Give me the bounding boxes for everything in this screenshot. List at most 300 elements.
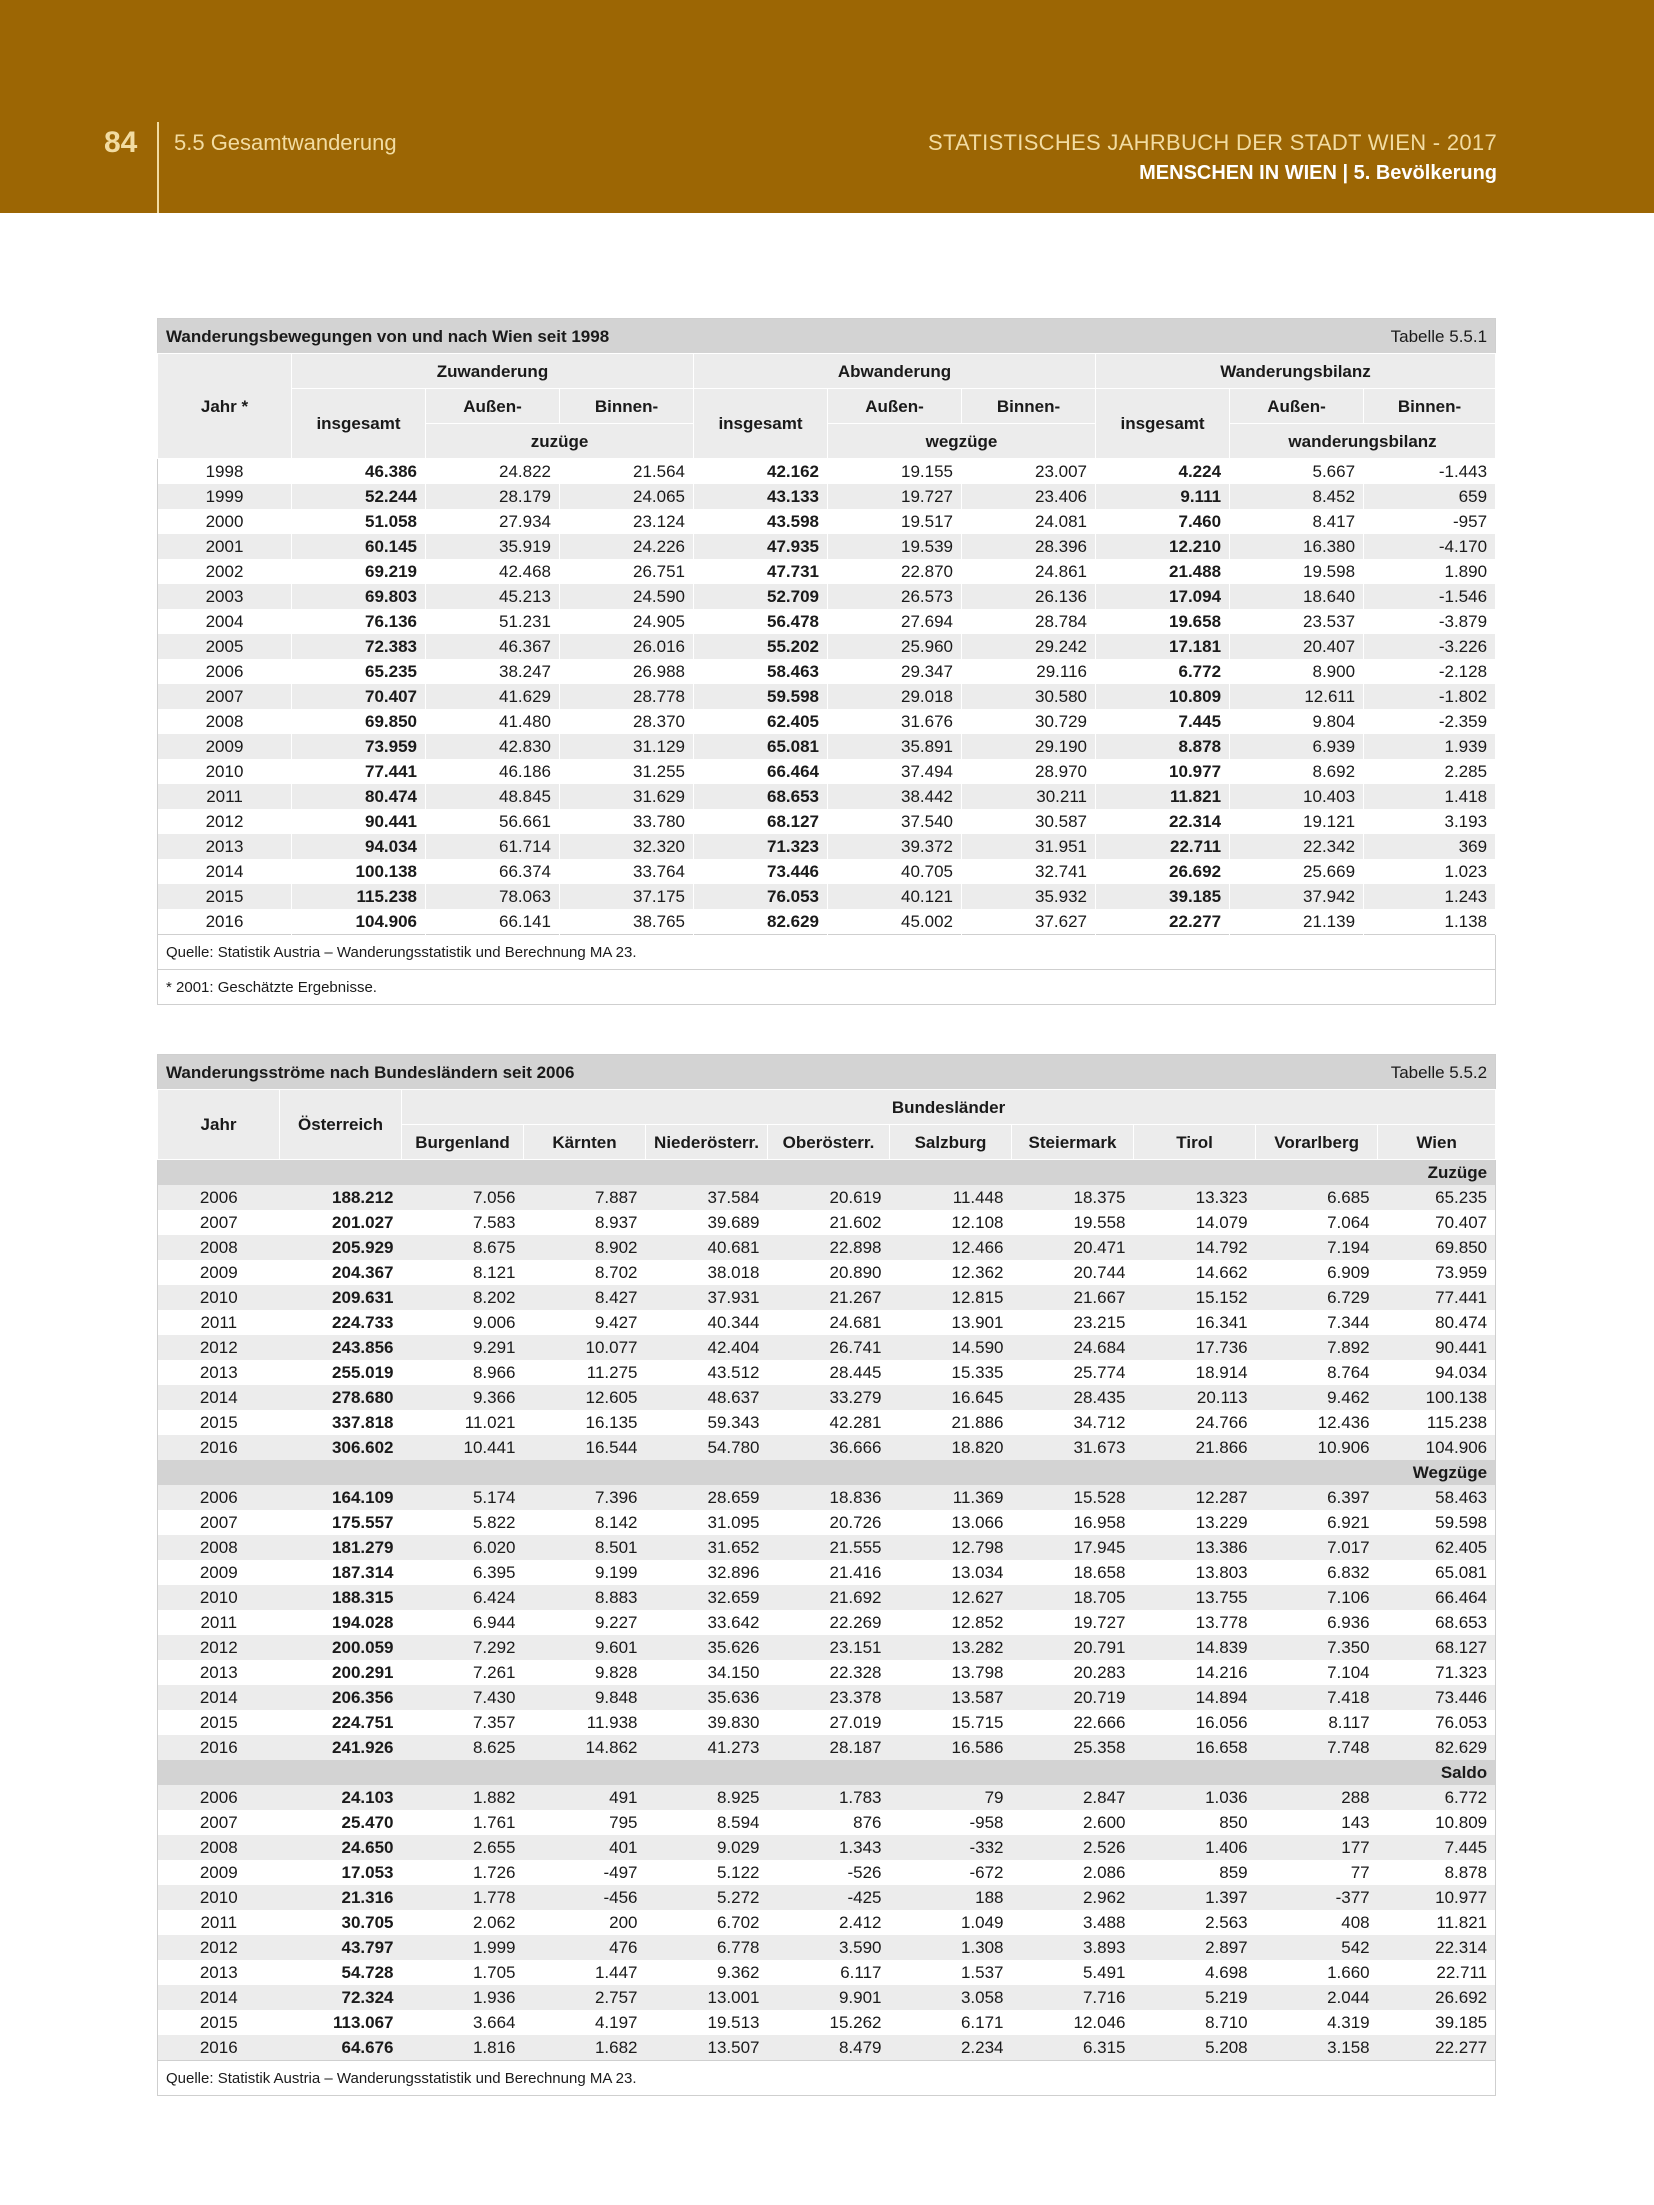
table-cell: 9.427 [594,1313,638,1332]
table-caption [158,319,1496,354]
table-cell: 66.464 [694,759,828,784]
section-header [158,1460,1496,1485]
table-cell: 48.637 [646,1385,768,1410]
table-cell: 8.702 [594,1263,638,1282]
table-cell: 10.077 [524,1335,646,1360]
table-cell: 21.564 [560,459,694,485]
table-cell: 1.761 [472,1813,516,1832]
table-cell: 859 [1219,1863,1248,1882]
table-cell: 115.238 [292,884,426,909]
table-row [158,859,1496,884]
table-cell: 10.977 [1096,759,1230,784]
table-cell: 1.418 [1364,784,1496,809]
table-cell: 18.658 [1073,1563,1126,1582]
table-cell: 1.816 [402,2035,524,2061]
table-cell: 33.780 [560,809,694,834]
table-cell: 24.226 [560,534,694,559]
table-cell: 10.809 [1435,1813,1488,1832]
table-cell: 6.395 [472,1563,516,1582]
table-cell: 39.689 [707,1213,760,1232]
table-cell: 205.929 [280,1235,402,1260]
table-cell: 31.629 [560,784,694,809]
table-cell: 24.650 [280,1835,402,1860]
table-cell: 76.053 [1435,1713,1488,1732]
table-cell: 19.539 [828,534,962,559]
page-number: 84 [104,126,138,159]
table-cell: 36.666 [768,1435,890,1460]
table-cell: 188.212 [280,1185,402,1210]
table-cell: 62.405 [694,709,828,734]
table-cell: 65.235 [292,659,426,684]
table-cell: 69.219 [292,559,426,584]
table-cell: 8.764 [1327,1363,1370,1382]
table-cell: 22.711 [1436,1963,1488,1982]
table-cell: 94.034 [292,834,426,859]
table-cell: 8.692 [1230,759,1364,784]
table-cell: 46.386 [292,459,426,485]
table-cell: 2015 [199,1713,238,1732]
table-cell: 11.021 [464,1413,516,1432]
table-cell: 10.977 [1378,1885,1496,1910]
table-cell: 3.058 [890,1985,1012,2010]
table-cell: 5.822 [472,1513,516,1532]
table-cell: 52.244 [292,484,426,509]
table-cell: 32.896 [707,1563,760,1582]
table-cell: 70.407 [1435,1213,1488,1232]
table-cell: 69.850 [1378,1235,1496,1260]
section-header [158,1760,1496,1785]
header-insgesamt: insgesamt [292,389,426,459]
table-cell: 35.636 [646,1685,768,1710]
header-binnen: Binnen- [560,389,694,424]
table-cell: 1.023 [1364,859,1496,884]
table-cell: 19.558 [1073,1213,1126,1232]
header-state: Tirol [1134,1125,1256,1160]
table-cell: 25.669 [1230,859,1364,884]
table-cell: 2015 [199,2013,238,2032]
table-cell: 5.491 [1082,1963,1126,1982]
table-cell: 7.583 [472,1213,516,1232]
table-cell: 13.229 [1195,1513,1248,1532]
table-row [158,534,1496,559]
table-cell: 7.460 [1096,509,1230,534]
table-cell: -3.226 [1364,634,1496,659]
table-cell: 35.919 [426,534,560,559]
table-cell: 20.791 [1012,1635,1134,1660]
table-cell: 73.959 [1435,1263,1488,1282]
table-cell: 27.019 [829,1713,882,1732]
table-cell: 45.213 [426,584,560,609]
table-cell: 2010 [158,1585,280,1610]
table-cell: 1.882 [402,1785,524,1810]
table-cell: 8.675 [402,1235,524,1260]
table-cell: 28.784 [962,609,1096,634]
table-cell: 2.086 [1082,1863,1126,1882]
table-cell: 37.540 [828,809,962,834]
table-cell: 17.094 [1096,584,1230,609]
table-cell: -672 [969,1863,1004,1882]
table-cell: 2.062 [472,1913,516,1932]
table-cell: 78.063 [426,884,560,909]
table-cell: 10.403 [1230,784,1364,809]
table-cell: 11.821 [1096,784,1230,809]
table-cell: 90.441 [292,809,426,834]
table-cell: 43.598 [694,509,828,534]
table-cell: 32.741 [962,859,1096,884]
table-cell: 143 [1341,1813,1370,1832]
table-cell: 54.728 [341,1963,394,1982]
table-cell: 2006 [158,659,292,684]
table-cell: 2016 [158,1735,280,1760]
table-cell: 26.988 [560,659,694,684]
table-cell: 306.602 [280,1435,402,1460]
table-cell: 7.716 [1012,1985,1134,2010]
table-cell: 10.441 [402,1435,524,1460]
table-cell: 100.138 [1378,1385,1496,1410]
table-cell: 100.138 [292,859,426,884]
table-cell: 2010 [158,759,292,784]
table-cell: 64.676 [280,2035,402,2061]
table-cell: 80.474 [292,784,426,809]
table-cell: 23.007 [962,459,1096,485]
table-cell: 8.452 [1230,484,1364,509]
table-cell: 30.580 [962,684,1096,709]
table-cell: 2012 [158,1635,280,1660]
table-cell: 27.934 [426,509,560,534]
table-cell: 25.960 [828,634,962,659]
table-cell: 24.103 [280,1785,402,1810]
table-cell: 76.053 [694,884,828,909]
table-cell: 115.238 [1426,1413,1488,1432]
table-cell: 9.029 [646,1835,768,1860]
table-row [158,1935,1496,1960]
table-cell: 8.878 [1096,734,1230,759]
table-cell: 31.255 [560,759,694,784]
table-cell: 6.772 [1096,659,1230,684]
table-cell: 9.227 [594,1613,638,1632]
table-cell: 7.292 [402,1635,524,1660]
table-cell: 200 [609,1913,638,1932]
table-cell: 7.430 [402,1685,524,1710]
table-row [158,734,1496,759]
table-cell: 8.142 [594,1513,638,1532]
table-cell: 14.862 [524,1735,646,1760]
table-cell: 22.342 [1230,834,1364,859]
table-cell: 1.397 [1134,1885,1256,1910]
table-cell: 40.344 [707,1313,760,1332]
table-cell: 6.778 [646,1935,768,1960]
table-cell: 7.064 [1327,1213,1370,1232]
table-cell: 15.152 [1134,1285,1256,1310]
table-cell: 6.685 [1256,1185,1378,1210]
table-cell: 11.369 [890,1485,1012,1510]
table-cell: 876 [853,1813,882,1832]
table-cell: 65.235 [1378,1185,1496,1210]
table-row [158,684,1496,709]
table-cell: 2005 [158,634,292,659]
table-cell: 24.081 [962,509,1096,534]
table-cell: 11.938 [586,1713,638,1732]
section-label: Zuzüge [158,1160,1496,1186]
table-cell: 59.598 [1435,1513,1488,1532]
table-cell: 72.383 [292,634,426,659]
table-cell: 68.653 [1435,1613,1488,1632]
table-cell: 6.729 [1256,1285,1378,1310]
table-cell: 23.406 [962,484,1096,509]
table-cell: -1.443 [1364,459,1496,485]
table-row [158,909,1496,935]
table-cell: 16.056 [1195,1713,1248,1732]
table-cell: 491 [524,1785,646,1810]
table-cell: 1.999 [402,1935,524,1960]
table-cell: 39.372 [828,834,962,859]
table-cell: 66.374 [426,859,560,884]
table-cell: 22.314 [1378,1935,1496,1960]
table-cell: 21.139 [1230,909,1364,935]
table-cell: 2008 [158,709,292,734]
table-row [158,1985,1496,2010]
table-cell: 19.517 [828,509,962,534]
table-cell: 3.158 [1256,2035,1378,2061]
table-cell: 7.445 [1378,1835,1496,1860]
table-cell: 164.109 [280,1485,402,1510]
table-cell: 542 [1256,1935,1378,1960]
table-cell: 2007 [199,1813,238,1832]
header-state: Salzburg [890,1125,1012,1160]
table-row [158,509,1496,534]
header-abwanderung: Abwanderung [694,354,1096,389]
table-cell: 1.778 [402,1885,524,1910]
table-cell: 17.945 [1012,1535,1134,1560]
table-row [158,659,1496,684]
table-cell: 23.537 [1230,609,1364,634]
table-cell: 56.661 [426,809,560,834]
table-cell: 224.733 [332,1313,394,1332]
table-cell: -332 [890,1835,1012,1860]
table-cell: 2.044 [1256,1985,1378,2010]
table-cell: 17.736 [1134,1335,1256,1360]
table-title: Wanderungsströme nach Bundesländern seit 2006 [158,1055,1256,1090]
table-row [158,459,1496,485]
table-cell: 1.936 [402,1985,524,2010]
table-cell: 16.544 [524,1435,646,1460]
table-cell: 14.662 [1195,1263,1248,1282]
table-cell: 6.944 [472,1613,516,1632]
table-cell: 7.418 [1256,1685,1378,1710]
table-cell: 43.512 [707,1363,760,1382]
table-cell: -425 [768,1885,890,1910]
table-cell: 18.820 [890,1435,1012,1460]
table-cell: 45.002 [828,909,962,935]
table-cell: 7.056 [402,1185,524,1210]
table-cell: 21.602 [829,1213,882,1232]
table-cell: 2008 [158,1235,280,1260]
table-cell: 187.314 [332,1563,394,1582]
table-cell: 2013 [158,834,292,859]
table-cell: 41.480 [426,709,560,734]
table-cell: 11.448 [890,1185,1012,1210]
table-cell: 32.659 [646,1585,768,1610]
table-cell: 2.526 [1012,1835,1134,1860]
table-cell: 19.727 [828,484,962,509]
table-cell: 25.774 [1073,1363,1126,1382]
table-cell: 8.937 [594,1213,638,1232]
table-cell: 1.726 [472,1863,516,1882]
table-cell: 1.939 [1364,734,1496,759]
table-cell: 24.684 [1012,1335,1134,1360]
table-cell: 16.586 [890,1735,1012,1760]
table-row [158,1285,1496,1310]
table-cell: 3.664 [472,2013,516,2032]
table-cell: 21.488 [1096,559,1230,584]
table-cell: 2015 [158,884,292,909]
table-cell: 22.666 [1073,1713,1126,1732]
table-cell: 4.197 [594,2013,638,2032]
table-cell: 41.629 [426,684,560,709]
table-cell: 2014 [158,1985,280,2010]
table-cell: -526 [847,1863,882,1882]
table-cell: 33.279 [768,1385,890,1410]
table-cell: 24.861 [962,559,1096,584]
table-row [158,1435,1496,1460]
table-cell: 34.712 [1073,1413,1126,1432]
table-cell: 16.658 [1134,1735,1256,1760]
table-cell: 2.897 [1134,1935,1256,1960]
table-cell: 37.627 [962,909,1096,935]
table-cell: 1.308 [890,1935,1012,1960]
table-cell: 15.262 [829,2013,882,2032]
table-cell: 31.652 [646,1535,768,1560]
table-cell: -957 [1364,509,1496,534]
table-cell: 2001 [158,534,292,559]
header-state: Oberösterr. [768,1125,890,1160]
table-row [158,1310,1496,1335]
table-cell: 3.893 [1012,1935,1134,1960]
table-cell: 1998 [158,459,292,485]
table-cell: 2012 [158,809,292,834]
table-cell: 73.446 [1378,1685,1496,1710]
table-cell: 7.396 [524,1485,646,1510]
table-cell: 200.291 [332,1663,394,1682]
table-cell: 68.127 [694,809,828,834]
table-body [158,1160,1496,2061]
table-cell: 28.435 [1012,1385,1134,1410]
table-cell: 79 [890,1785,1012,1810]
table-cell: 20.407 [1230,634,1364,659]
table-row [158,1685,1496,1710]
table-cell: 71.323 [1435,1663,1488,1682]
table-note: * 2001: Geschätzte Ergebnisse. [158,970,1496,1005]
table-cell: 13.901 [951,1313,1004,1332]
table-cell: 26.692 [1378,1985,1496,2010]
table-row [158,559,1496,584]
table-cell: 30.211 [962,784,1096,809]
table-cell: 16.958 [1073,1513,1126,1532]
table-cell: 29.347 [828,659,962,684]
table-cell: 22.277 [1096,909,1230,935]
table-cell: 104.906 [1378,1435,1496,1460]
table-cell: 26.136 [962,584,1096,609]
table-cell: 2007 [158,684,292,709]
header-wegzuege: wegzüge [828,424,1096,459]
table-row [158,2010,1496,2035]
table-cell: 2007 [199,1213,238,1232]
table-cell: 28.445 [829,1363,882,1382]
table-cell: 21.886 [951,1413,1004,1432]
table-cell: 2.757 [524,1985,646,2010]
table-cell: 13.386 [1134,1535,1256,1560]
table-cell: 20.726 [829,1513,882,1532]
table-cell: 26.751 [560,559,694,584]
table-cell: 4.698 [1205,1963,1248,1982]
table-cell: 42.830 [426,734,560,759]
table-cell: 6.020 [402,1535,524,1560]
table-cell: 28.179 [426,484,560,509]
table-cell: 19.727 [1073,1613,1126,1632]
table-cell: 18.914 [1195,1363,1248,1382]
table-cell: 659 [1364,484,1496,509]
table-cell: 4.319 [1327,2013,1370,2032]
table-cell: 6.702 [716,1913,760,1932]
table-cell: 12.466 [890,1235,1012,1260]
table-cell: 7.887 [524,1185,646,1210]
table-cell: 16.645 [890,1385,1012,1410]
table-cell: 47.935 [694,534,828,559]
table-cell: 2009 [199,1263,238,1282]
table-cell: 2014 [158,859,292,884]
table-cell: -1.802 [1364,684,1496,709]
table-cell: 24.822 [426,459,560,485]
table-cell: 21.866 [1134,1435,1256,1460]
table-migration-states [157,1054,1496,2096]
table-cell: 188.315 [280,1585,402,1610]
table-cell: 2013 [199,1363,238,1382]
table-cell: 76.136 [292,609,426,634]
book-title: STATISTISCHES JAHRBUCH DER STADT WIEN - 2017 [928,130,1497,155]
table-cell: 56.478 [694,609,828,634]
table-cell: 28.778 [560,684,694,709]
table-cell: 2016 [158,2035,280,2061]
table-cell: 21.667 [1012,1285,1134,1310]
table-cell: 39.830 [707,1713,760,1732]
table-row [158,1260,1496,1285]
table-cell: 8.966 [472,1363,516,1382]
table-cell: 1999 [158,484,292,509]
table-caption [158,1055,1496,1090]
table-cell: 61.714 [426,834,560,859]
table-row [158,1960,1496,1985]
table-cell: 2011 [200,1913,238,1932]
table-cell: 2.285 [1364,759,1496,784]
table-cell: 8.202 [402,1285,524,1310]
table-cell: 1.049 [960,1913,1004,1932]
table-row [158,709,1496,734]
header-band [0,0,1654,213]
table-cell: 2009 [158,734,292,759]
table-migration-1998 [157,318,1496,1005]
table-cell: 19.155 [828,459,962,485]
section-title: 5.5 Gesamtwanderung [174,130,397,155]
table-cell: 9.111 [1096,484,1230,509]
table-cell: 59.598 [694,684,828,709]
table-cell: 25.470 [341,1813,394,1832]
header-state: Steiermark [1012,1125,1134,1160]
table-cell: 2013 [199,1663,238,1682]
table-cell: 17.181 [1096,634,1230,659]
table-cell: 6.424 [402,1585,524,1610]
table-cell: 40.681 [646,1235,768,1260]
table-cell: 12.436 [1317,1413,1370,1432]
